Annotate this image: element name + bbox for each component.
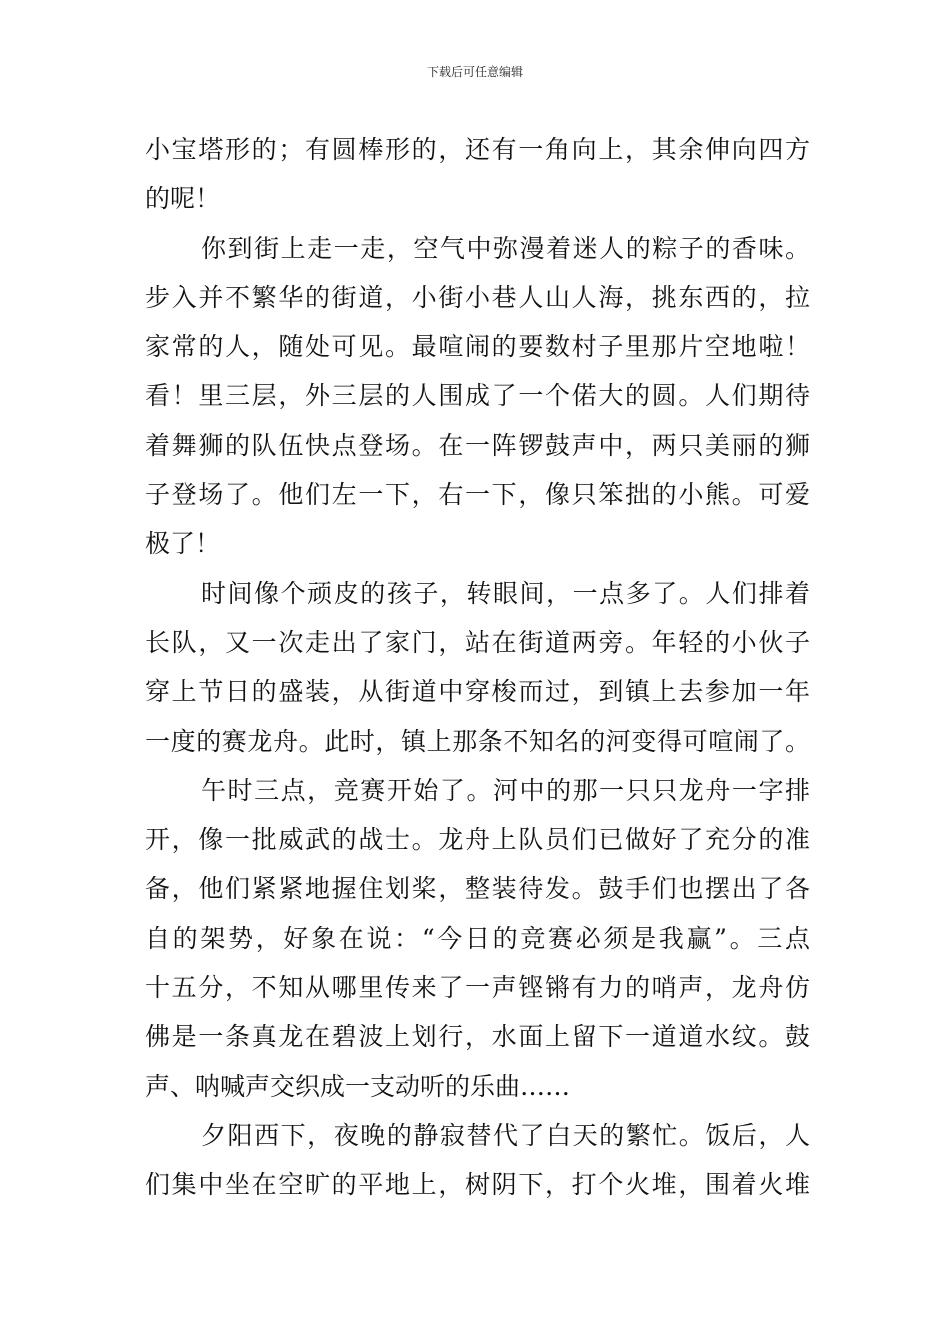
text-line: 的呢！	[145, 184, 221, 214]
text-line: 自的架势，好象在说：“今日的竞赛必须是我赢”。三点	[145, 923, 810, 953]
text-line: 着舞狮的队伍快点登场。在一阵锣鼓声中，两只美丽的狮	[145, 430, 810, 460]
text-line: 步入并不繁华的街道，小街小巷人山人海，挑东西的，拉	[145, 282, 810, 312]
text-line: 看！里三层，外三层的人围成了一个偌大的圆。人们期待	[145, 381, 810, 411]
paragraph-first-line: 你到街上走一走，空气中弥漫着迷人的粽子的香味。	[201, 233, 810, 263]
paragraph-first-line: 夕阳西下，夜晚的静寂替代了白天的繁忙。饭后，人	[201, 1120, 810, 1150]
text-line: 子登场了。他们左一下，右一下，像只笨拙的小熊。可爱	[145, 480, 810, 510]
text-line: 极了！	[145, 529, 221, 559]
text-line: 开，像一批威武的战士。龙舟上队员们已做好了充分的准	[145, 825, 810, 855]
text-line: 长队，又一次走出了家门，站在街道两旁。年轻的小伙子	[145, 627, 810, 657]
text-line: 小宝塔形的；有圆棒形的，还有一角向上，其余伸向四方	[145, 135, 810, 164]
text-line: 们集中坐在空旷的平地上，树阴下，打个火堆，围着火堆	[145, 1170, 810, 1200]
paragraph-first-line: 午时三点，竞赛开始了。河中的那一只只龙舟一字排	[201, 775, 810, 805]
text-line: 穿上节日的盛装，从街道中穿梭而过，到镇上去参加一年	[145, 677, 810, 707]
text-line: 家常的人，随处可见。最喧闹的要数村子里那片空地啦！	[145, 332, 810, 362]
text-line: 十五分，不知从哪里传来了一声铿锵有力的哨声，龙舟仿	[145, 973, 810, 1003]
page-header-note: 下载后可任意编辑	[426, 65, 523, 79]
text-line: 一度的赛龙舟。此时，镇上那条不知名的河变得可喧闹了。	[145, 726, 810, 756]
text-line: 佛是一条真龙在碧波上划行，水面上留下一道道水纹。鼓	[145, 1022, 810, 1052]
paragraph-first-line: 时间像个顽皮的孩子，转眼间，一点多了。人们排着	[201, 578, 810, 608]
text-line: 备，他们紧紧地握住划桨，整装待发。鼓手们也摆出了各	[145, 874, 810, 904]
document-body	[145, 125, 810, 1210]
text-line: 声、呐喊声交织成一支动听的乐曲……	[145, 1071, 571, 1101]
